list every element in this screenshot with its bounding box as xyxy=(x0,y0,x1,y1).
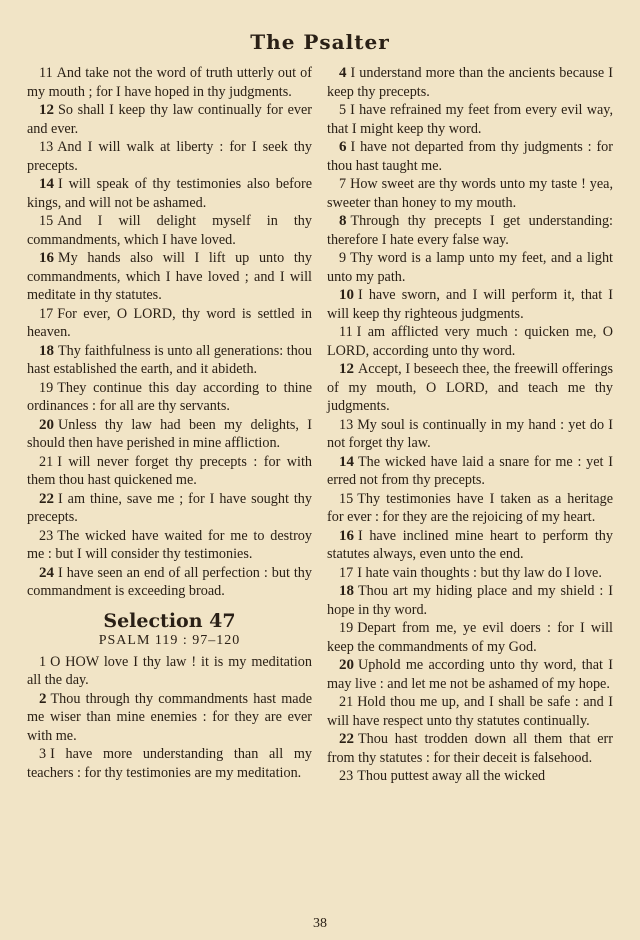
verse xyxy=(327,619,613,656)
verse-text: I will never forget thy precepts : for with them thou hast quickened me. xyxy=(27,453,312,488)
verse xyxy=(327,249,613,286)
verse xyxy=(327,416,613,453)
verse xyxy=(327,453,613,490)
verse-text: My hands also will I lift up unto thy commandments, which I have loved ; and I will meditate in thy statutes. xyxy=(27,250,312,303)
verse-text: How sweet are thy words unto my taste ! yea, sweeter than honey to my mouth. xyxy=(327,176,613,211)
verse xyxy=(27,101,312,138)
verse-text: Thou puttest away all the wicked xyxy=(357,768,546,784)
verse xyxy=(327,564,613,583)
verse xyxy=(27,490,312,527)
verse xyxy=(327,101,613,138)
verse xyxy=(27,527,312,564)
verse-text: I am afflicted very much : quicken me, O LORD, according unto thy word. xyxy=(327,324,613,359)
verse-text: I have not departed from thy judgments : for thou hast taught me. xyxy=(327,139,613,174)
right-column xyxy=(327,64,613,786)
verse xyxy=(27,690,312,746)
verse xyxy=(27,564,312,601)
verse-number: 13 xyxy=(339,416,354,433)
verse-number: 2 xyxy=(39,690,47,707)
verse-text: I hate vain thoughts : but thy law do I love. xyxy=(357,564,602,581)
verse-number: 13 xyxy=(39,139,54,155)
verse xyxy=(327,730,613,767)
verse xyxy=(327,64,613,101)
verse-number: 5 xyxy=(339,102,347,118)
verse xyxy=(27,745,312,782)
verse-text: I have sworn, and I will perform it, that I will keep thy righteous judgments. xyxy=(327,287,613,322)
verse xyxy=(27,249,312,305)
verse xyxy=(327,693,613,730)
left-verses-after xyxy=(27,653,312,783)
verse-number: 20 xyxy=(339,657,354,673)
selection-title: Selection 47 xyxy=(103,609,236,632)
page-number: 38 xyxy=(313,916,327,931)
verse-text: And I will delight myself in thy commandments, which I have loved. xyxy=(27,213,312,248)
verse xyxy=(327,767,613,786)
verse-number: 11 xyxy=(339,324,353,340)
verse-number: 10 xyxy=(339,287,354,303)
verse-number: 21 xyxy=(339,694,354,710)
verse-text: Thou through thy commandments hast made me wiser than mine enemies : for they are ever with me. xyxy=(27,690,312,744)
verse xyxy=(27,305,312,342)
verse-text: I have refrained my feet from every evil way, that I might keep thy word. xyxy=(327,102,613,137)
verse-number: 15 xyxy=(339,490,354,507)
verse-text: And take not the word of truth utterly out of my mouth ; for I have hoped in thy judgments. xyxy=(27,65,312,100)
verse xyxy=(327,212,613,249)
verse xyxy=(27,416,312,453)
verse xyxy=(27,175,312,212)
verse-number: 7 xyxy=(339,176,347,192)
verse-text: For ever, O LORD, thy word is settled in heaven. xyxy=(27,305,312,340)
verse-text: I have inclined mine heart to perform thy statutes always, even unto the end. xyxy=(327,527,613,562)
verse-number: 6 xyxy=(339,139,347,155)
verse-number: 4 xyxy=(339,65,347,81)
verse xyxy=(27,138,312,175)
verse-text: O HOW love I thy law ! it is my meditation all the day. xyxy=(27,653,312,688)
verse-number: 12 xyxy=(339,361,354,377)
verse-text: Thou hast trodden down all them that err from thy statutes : for their deceit is falsehood. xyxy=(327,731,613,766)
verse xyxy=(327,527,613,564)
verse-number: 18 xyxy=(39,342,54,359)
verse-number: 21 xyxy=(39,453,54,470)
verse-number: 9 xyxy=(339,250,347,266)
verse-number: 19 xyxy=(39,379,54,396)
selection-subtitle: PSALM 119 : 97–120 xyxy=(98,633,241,648)
right-verses xyxy=(327,64,613,786)
verse-number: 3 xyxy=(39,746,47,762)
verse-text: I have more understanding than all my teachers : for thy testimonies are my meditation. xyxy=(27,746,312,781)
verse-number: 22 xyxy=(39,490,54,507)
verse xyxy=(327,175,613,212)
verse xyxy=(27,453,312,490)
verse-text: Unless thy law had been my delights, I should then have perished in mine affliction. xyxy=(27,416,312,451)
verse-number: 14 xyxy=(39,176,54,192)
verse-text: My soul is continually in my hand : yet do I not forget thy law. xyxy=(327,416,613,451)
left-verses xyxy=(27,64,312,601)
verse xyxy=(327,323,613,360)
verse-number: 8 xyxy=(339,213,347,229)
verse-number: 23 xyxy=(339,768,354,784)
verse-text: Accept, I beseech thee, the freewill offerings of my mouth, O LORD, and teach me thy judgments. xyxy=(327,361,613,414)
verse-number: 11 xyxy=(39,65,53,81)
verse-number: 16 xyxy=(339,527,354,544)
verse-text: Thy testimonies have I taken as a heritage for ever : for they are the rejoicing of my heart. xyxy=(327,490,613,525)
verse xyxy=(27,64,312,101)
verse-text: So shall I keep thy law continually for ever and ever. xyxy=(27,102,312,137)
page-header: The Psalter xyxy=(250,30,390,54)
left-column xyxy=(27,64,312,782)
verse xyxy=(327,490,613,527)
verse-text: I am thine, save me ; for I have sought thy precepts. xyxy=(27,490,312,525)
verse-number: 20 xyxy=(39,416,54,433)
verse-text: Thou art my hiding place and my shield : I hope in thy word. xyxy=(327,583,613,618)
verse-number: 1 xyxy=(39,653,47,670)
verse-text: I understand more than the ancients because I keep thy precepts. xyxy=(327,65,613,100)
verse-number: 15 xyxy=(39,213,54,229)
verse-text: Thy word is a lamp unto my feet, and a light unto my path. xyxy=(327,250,613,285)
verse xyxy=(27,379,312,416)
verse-text: Hold thou me up, and I shall be safe : and I will have respect unto thy statutes continually. xyxy=(327,694,613,729)
verse-number: 19 xyxy=(339,620,354,636)
verse-text: Depart from me, ye evil doers : for I will keep the commandments of my God. xyxy=(327,620,613,655)
verse-number: 22 xyxy=(339,731,354,747)
verse xyxy=(327,360,613,416)
verse xyxy=(27,653,312,690)
verse-text: The wicked have waited for me to destroy me : but I will consider thy testimonies. xyxy=(27,527,312,562)
verse-text: Through thy precepts I get understanding: therefore I hate every false way. xyxy=(327,213,613,248)
verse-number: 14 xyxy=(339,453,354,470)
verse-number: 24 xyxy=(39,564,54,581)
verse-number: 18 xyxy=(339,583,354,599)
verse-number: 16 xyxy=(39,250,54,266)
verse-text: Thy faithfulness is unto all generations: thou hast established the earth, and it abideth. xyxy=(27,342,312,377)
verse-text: I have seen an end of all perfection : but thy commandment is exceeding broad. xyxy=(27,564,312,599)
verse xyxy=(327,582,613,619)
verse xyxy=(327,286,613,323)
verse-text: And I will walk at liberty : for I seek thy precepts. xyxy=(27,139,312,174)
verse-number: 12 xyxy=(39,102,54,118)
verse-text: Uphold me according unto thy word, that I may live : and let me not be ashamed of my hope. xyxy=(327,657,613,692)
verse xyxy=(27,342,312,379)
verse-number: 23 xyxy=(39,527,54,544)
verse-number: 17 xyxy=(339,564,354,581)
verse xyxy=(27,212,312,249)
verse-text: They continue this day according to thine ordinances : for all are thy servants. xyxy=(27,379,312,414)
verse xyxy=(327,138,613,175)
verse-text: I will speak of thy testimonies also before kings, and will not be ashamed. xyxy=(27,176,312,211)
verse-text: The wicked have laid a snare for me : yet I erred not from thy precepts. xyxy=(327,453,613,488)
verse xyxy=(327,656,613,693)
verse-number: 17 xyxy=(39,305,54,322)
